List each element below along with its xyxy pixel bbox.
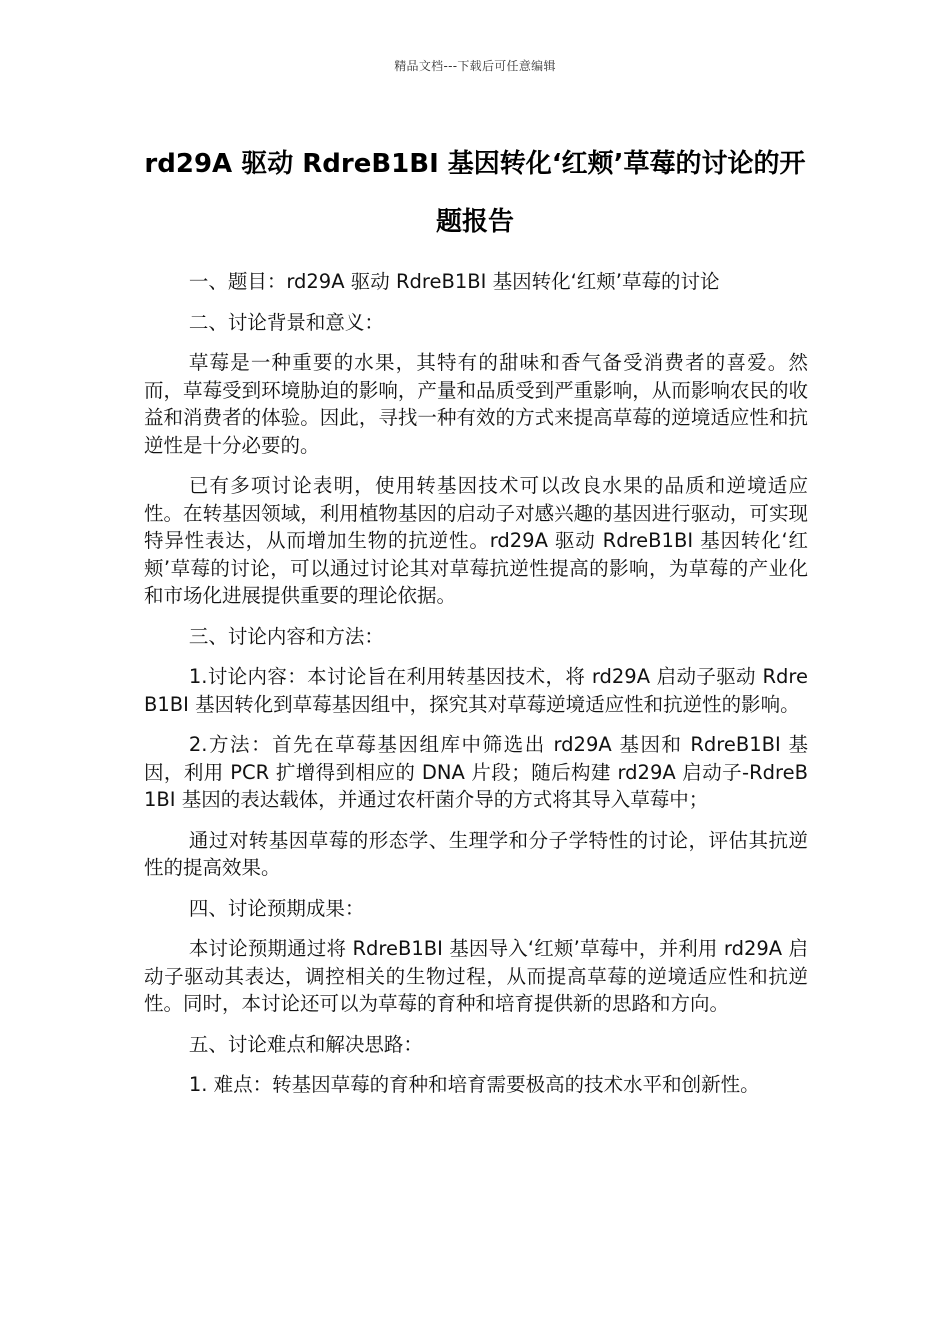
section-heading-expected-results: 四、讨论预期成果： xyxy=(188,896,365,920)
paragraph-background-1: 草莓是一种重要的水果，其特有的甜味和香气备受消费者的喜爱。然而，草莓受到环境胁迫的影响，产量和品质受到严重影响，从而影响农民的收益和消费者的体验。因此，寻找一种有效的方式来提高草莓的逆境适应性和抗逆性是十分必要的。 xyxy=(144,351,808,457)
paragraph-content: 1.讨论内容：本讨论旨在利用转基因技术，将 rd29A 启动子驱动 RdreB1BI 基因转化到草莓基因组中，探究其对草莓逆境适应性和抗逆性的影响。 xyxy=(144,665,808,716)
paragraph-background-2: 已有多项讨论表明，使用转基因技术可以改良水果的品质和逆境适应性。在转基因领域，利用植物基因的启动子对感兴趣的基因进行驱动，可实现特异性表达，从而增加生物的抗逆性。rd29A 驱动 RdreB1BI 基因转化‘红颊’草莓的讨论，可以通过讨论其对草莓抗逆性提高的影响，为草莓的产业化和市场化进展提供重要的理论依据。 xyxy=(144,474,808,607)
paragraph-difficulty-1: 1. 难点：转基因草莓的育种和培育需要极高的技术水平和创新性。 xyxy=(188,1073,760,1096)
section-heading-difficulties: 五、讨论难点和解决思路： xyxy=(188,1032,423,1056)
paragraph-evaluation: 通过对转基因草莓的形态学、生理学和分子学特性的讨论，评估其抗逆性的提高效果。 xyxy=(144,828,808,879)
section-heading-background: 二、讨论背景和意义： xyxy=(188,310,384,334)
header-note: 精品文档---下载后可任意编辑 xyxy=(394,59,556,73)
paragraph-expected-results: 本讨论预期通过将 RdreB1BI 基因导入‘红颊’草莓中，并利用 rd29A 启动子驱动其表达，调控相关的生物过程，从而提高草莓的逆境适应性和抗逆性。同时，本讨论还可以为草莓的育种和培育提供新的思路和方向。 xyxy=(144,937,808,1015)
section-heading-topic: 一、题目：rd29A 驱动 RdreB1BI 基因转化‘红颊’草莓的讨论 xyxy=(188,270,720,293)
document-body xyxy=(144,268,808,1112)
document-title: rd29A 驱动 RdreB1BI 基因转化‘红颊’草莓的讨论的开题报告 xyxy=(144,149,806,237)
paragraph-methods: 2.方法：首先在草莓基因组库中筛选出 rd29A 基因和 RdreB1BI 基因，利用 PCR 扩增得到相应的 DNA 片段；随后构建 rd29A 启动子-RdreB1BI 基因的表达载体，并通过农杆菌介导的方式将其导入草莓中； xyxy=(144,733,808,811)
section-heading-content-methods: 三、讨论内容和方法： xyxy=(188,624,384,648)
